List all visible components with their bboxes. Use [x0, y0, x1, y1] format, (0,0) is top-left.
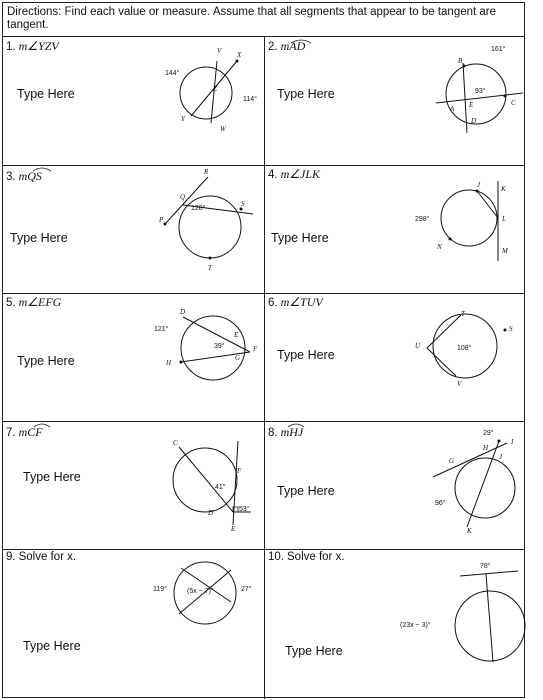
svg-text:H: H: [166, 359, 172, 367]
problem-2-arc-mark: [289, 37, 313, 45]
svg-text:S: S: [241, 200, 245, 208]
svg-text:121°: 121°: [154, 326, 169, 333]
svg-text:128°: 128°: [191, 205, 206, 212]
svg-text:Y: Y: [181, 115, 185, 123]
svg-text:K: K: [467, 527, 472, 535]
svg-text:C: C: [511, 99, 516, 107]
problem-8-figure: [423, 427, 528, 537]
problem-10-figure: [398, 558, 526, 688]
svg-text:144°: 144°: [165, 70, 180, 77]
svg-text:T: T: [461, 310, 465, 318]
problem-9-label: 9. Solve for x.: [6, 551, 77, 563]
problem-7-figure: [163, 435, 263, 535]
svg-text:114°: 114°: [243, 96, 257, 103]
svg-text:X: X: [237, 51, 242, 59]
svg-text:G: G: [235, 354, 241, 362]
problem-10-answer[interactable]: Type Here: [285, 644, 343, 658]
problem-5-label: 5. m∠EFG: [6, 295, 62, 309]
svg-text:93°: 93°: [475, 88, 486, 95]
svg-text:161°: 161°: [491, 46, 506, 53]
problem-9-figure: [151, 558, 261, 648]
problem-10-label: 10. Solve for x.: [268, 551, 345, 563]
problem-5-figure: [151, 303, 266, 393]
problem-2-answer[interactable]: Type Here: [277, 87, 335, 101]
problem-2-label: 2. mAD: [268, 39, 306, 53]
svg-text:H: H: [483, 444, 489, 452]
problem-1-answer[interactable]: Type Here: [17, 87, 75, 101]
svg-text:L: L: [502, 215, 506, 223]
row-divider: [3, 165, 524, 166]
svg-text:Q: Q: [180, 193, 186, 201]
svg-text:78°: 78°: [480, 563, 491, 570]
svg-text:J: J: [499, 453, 503, 461]
svg-text:E: E: [231, 525, 236, 533]
svg-text:S: S: [509, 325, 513, 333]
row-divider: [3, 549, 524, 550]
svg-text:27°: 27°: [241, 586, 252, 593]
svg-text:F: F: [253, 345, 258, 353]
svg-text:J: J: [477, 181, 481, 189]
problem-7-arc-mark: [32, 421, 52, 429]
problem-5-answer[interactable]: Type Here: [17, 354, 75, 368]
svg-text:(23x − 3)°: (23x − 3)°: [400, 622, 431, 629]
problem-6-label: 6. m∠TUV: [268, 295, 323, 309]
problem-7-label: 7. mCF: [6, 425, 43, 439]
problem-8-arc-mark: [286, 421, 306, 429]
problem-4-figure: [413, 171, 523, 271]
svg-text:K: K: [501, 185, 506, 193]
svg-text:B: B: [458, 57, 463, 65]
problem-4-answer[interactable]: Type Here: [271, 231, 329, 245]
svg-text:D: D: [471, 117, 477, 125]
svg-text:U: U: [415, 342, 421, 350]
svg-text:N: N: [437, 243, 442, 251]
problem-1-figure: [163, 43, 263, 143]
svg-text:P: P: [159, 216, 164, 224]
problem-7-answer[interactable]: Type Here: [23, 470, 81, 484]
row-divider: [3, 293, 524, 294]
svg-text:A: A: [450, 105, 455, 113]
svg-text:298°: 298°: [415, 216, 430, 223]
svg-text:V: V: [217, 47, 222, 55]
problem-4-label: 4. m∠JLK: [268, 167, 321, 181]
svg-text:C: C: [173, 439, 178, 447]
svg-text:119°: 119°: [153, 586, 167, 593]
svg-text:T: T: [208, 264, 212, 272]
svg-text:53°: 53°: [239, 506, 250, 513]
svg-text:108°: 108°: [457, 345, 472, 352]
svg-text:29°: 29°: [483, 430, 494, 437]
row-divider: [3, 421, 524, 422]
svg-text:39°: 39°: [214, 343, 225, 350]
svg-text:41°: 41°: [215, 484, 226, 491]
problem-9-answer[interactable]: Type Here: [23, 639, 81, 653]
svg-text:G: G: [449, 457, 455, 465]
svg-text:(5x − 7)°: (5x − 7)°: [187, 588, 214, 595]
svg-text:W: W: [220, 125, 226, 133]
svg-text:96°: 96°: [435, 500, 446, 507]
problem-6-figure: [401, 308, 526, 393]
problem-2-figure: [433, 41, 528, 131]
problem-8-answer[interactable]: Type Here: [277, 484, 335, 498]
svg-text:D: D: [180, 308, 186, 316]
svg-text:R: R: [204, 168, 209, 176]
problem-8-label: 8. mHJ: [268, 425, 304, 439]
problem-1-label: 1. m∠YZV: [6, 39, 59, 53]
svg-text:E: E: [469, 101, 474, 109]
directions: Directions: Find each value or measure. Assume that all segments that appear to be tangent are tangent.: [3, 3, 524, 37]
problem-6-answer[interactable]: Type Here: [277, 348, 335, 362]
svg-text:D: D: [208, 509, 214, 517]
problem-3-label: 3. mQS: [6, 169, 42, 183]
svg-text:M: M: [502, 247, 508, 255]
svg-text:I: I: [511, 438, 514, 446]
problem-3-figure: [155, 167, 265, 277]
svg-text:F: F: [237, 467, 242, 475]
svg-text:V: V: [457, 380, 462, 388]
svg-text:E: E: [234, 331, 239, 339]
worksheet: [2, 2, 525, 698]
problem-3-arc-mark: [31, 165, 53, 173]
svg-text:Z: Z: [213, 85, 217, 93]
problem-3-answer[interactable]: Type Here: [10, 231, 68, 245]
